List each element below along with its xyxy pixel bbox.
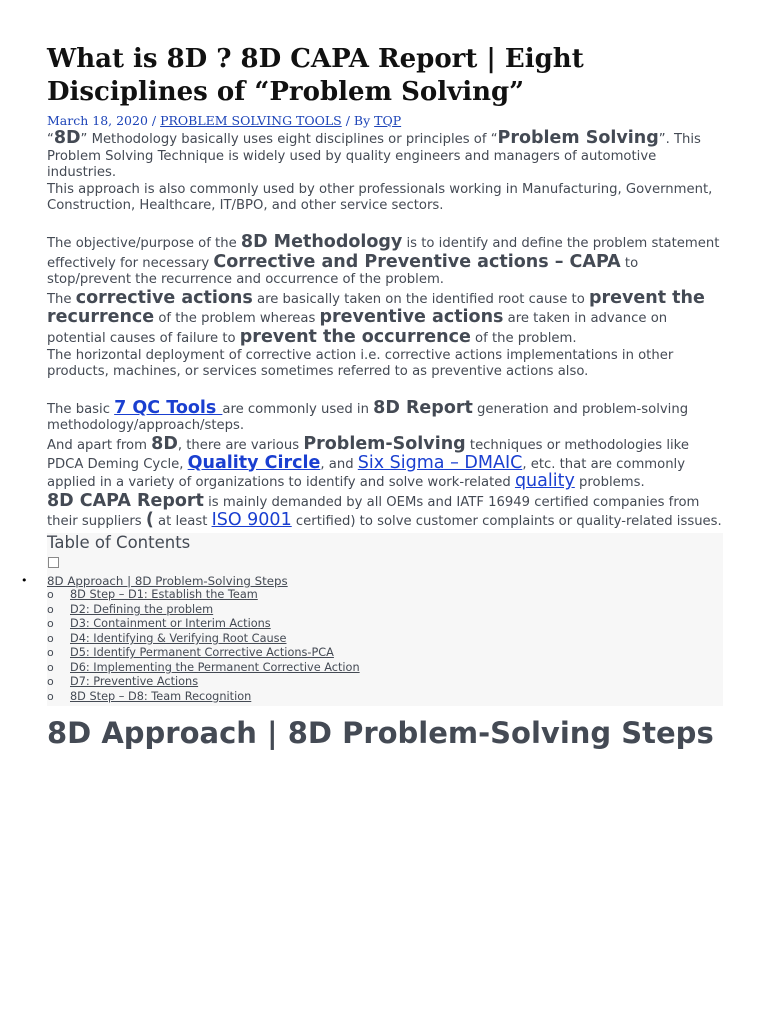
circle-bullet-icon: o bbox=[47, 588, 54, 602]
link-quality[interactable]: quality bbox=[514, 471, 575, 492]
tools-text-10: is mainly demanded by all OEMs and IATF 16949 certified companies from their suppliers bbox=[47, 494, 700, 530]
link-7-qc-tools[interactable]: 7 QC Tools bbox=[114, 397, 223, 418]
section-heading: 8D Approach | 8D Problem-Solving Steps bbox=[47, 716, 714, 751]
tools-text-1: The basic bbox=[47, 401, 115, 417]
meta-separator: / bbox=[147, 113, 161, 128]
toc-link-d4[interactable]: D4: Identifying & Verifying Root Cause bbox=[70, 631, 287, 645]
term-problem-solving: Problem Solving bbox=[497, 128, 659, 148]
toc-item-d4 bbox=[47, 632, 723, 647]
capa-report-paragraph bbox=[47, 492, 723, 531]
term-8d: 8D bbox=[53, 128, 81, 148]
objective-text-1: The objective/purpose of the bbox=[47, 235, 241, 251]
category-link[interactable]: PROBLEM SOLVING TOOLS bbox=[160, 113, 342, 128]
circle-bullet-icon: o bbox=[47, 689, 54, 703]
toc-item-d6 bbox=[47, 661, 723, 676]
intro-paragraph bbox=[47, 129, 723, 182]
term-capa: Corrective and Preventive actions – CAPA bbox=[213, 251, 621, 272]
objective-text-2: is to identify and define the problem statement effectively for necessary bbox=[47, 235, 720, 271]
toc-item-d3 bbox=[47, 617, 723, 632]
horizontal-deployment-paragraph: The horizontal deployment of corrective action i.e. corrective actions implementations in other products, machines, or services sometimes referred to as preventive actions also. bbox=[47, 347, 674, 380]
article-title: What is 8D ? 8D CAPA Report | Eight Disciplines of “Problem Solving” bbox=[47, 44, 584, 107]
toc-link-d6[interactable]: D6: Implementing the Permanent Corrective Action bbox=[70, 660, 360, 674]
post-meta bbox=[47, 113, 723, 129]
corrective-paragraph bbox=[47, 289, 723, 348]
link-six-sigma-dmaic[interactable]: Six Sigma – DMAIC bbox=[357, 452, 523, 473]
author-link[interactable]: TQP bbox=[374, 113, 402, 128]
toc-item-d5 bbox=[47, 646, 723, 661]
toc-item-d7 bbox=[47, 675, 723, 690]
objective-text-3: to stop/prevent the recurrence and occurrence of the problem. bbox=[47, 255, 639, 288]
toc-link-d7[interactable]: D7: Preventive Actions bbox=[70, 675, 199, 689]
tools-text-7: , and bbox=[320, 456, 358, 472]
tools-text-9: problems. bbox=[574, 475, 645, 491]
tools-text-6: techniques or methodologies like PDCA Deming Cycle, bbox=[47, 437, 689, 472]
toc-item-d1 bbox=[47, 588, 723, 603]
corrective-text-2: are basically taken on the identified root cause to bbox=[252, 291, 589, 307]
tools-text-3: generation and problem-solving methodology/approach/steps. bbox=[47, 401, 689, 434]
corrective-text-3: of the problem whereas bbox=[154, 311, 320, 327]
tools-text-8: , etc. that are commonly applied in a variety of organizations to identify and solve work-related bbox=[47, 456, 686, 491]
qc-tools-paragraph bbox=[47, 399, 723, 435]
circle-bullet-icon: o bbox=[47, 602, 54, 616]
toc-link-d3[interactable]: D3: Containment or Interim Actions bbox=[70, 617, 271, 631]
toc-link-d1[interactable]: 8D Step – D1: Establish the Team bbox=[70, 588, 258, 602]
toc-list bbox=[21, 573, 723, 705]
objective-paragraph bbox=[47, 233, 723, 289]
term-8d-report: 8D Report bbox=[373, 397, 473, 418]
toc-item-d8 bbox=[47, 690, 723, 705]
toc-title: Table of Contents bbox=[47, 532, 191, 552]
circle-bullet-icon: o bbox=[47, 646, 54, 660]
toc-link-d2[interactable]: D2: Defining the problem bbox=[70, 602, 214, 616]
toc-link-d8[interactable]: 8D Step – D8: Team Recognition bbox=[70, 689, 252, 703]
toc-link-8d-approach[interactable]: 8D Approach | 8D Problem-Solving Steps bbox=[47, 573, 288, 588]
tools-text-5: , there are various bbox=[177, 437, 304, 453]
intro-text-1: ” Methodology basically uses eight disciplines or principles of “ bbox=[80, 132, 498, 147]
meta-by: / By bbox=[341, 113, 375, 128]
term-prevent-occurrence: prevent the occurrence bbox=[239, 326, 471, 347]
term-corrective-actions: corrective actions bbox=[75, 287, 253, 308]
corrective-text-5: of the problem. bbox=[470, 330, 577, 346]
article bbox=[21, 43, 723, 751]
term-prevent-recurrence: prevent the recurrence bbox=[47, 287, 705, 328]
circle-bullet-icon: o bbox=[47, 617, 54, 631]
intro-text-2: ”. This Problem Solving Technique is widely used by quality engineers and managers of automotive industries. bbox=[47, 132, 701, 181]
term-problem-solving-bold: Problem-Solving bbox=[303, 433, 466, 454]
toc-link-d5[interactable]: D5: Identify Permanent Corrective Actions-PCA bbox=[70, 646, 334, 660]
circle-bullet-icon: o bbox=[47, 675, 54, 689]
quote-open: “ bbox=[47, 132, 54, 147]
post-date: March 18, 2020 bbox=[47, 113, 148, 128]
term-preventive-actions: preventive actions bbox=[319, 307, 504, 328]
methodologies-paragraph bbox=[47, 435, 723, 492]
term-8d-capa-report: 8D CAPA Report bbox=[47, 490, 204, 511]
term-8d-methodology: 8D Methodology bbox=[240, 231, 403, 252]
tools-text-4: And apart from bbox=[47, 437, 152, 453]
table-of-contents bbox=[21, 532, 723, 707]
intro-paragraph-2: This approach is also commonly used by other professionals working in Manufacturing, Government, Construction, Healthcare, IT/BPO, and other service sectors. bbox=[47, 181, 713, 214]
toc-item-d2 bbox=[47, 603, 723, 618]
paren-open: ( bbox=[145, 510, 154, 531]
corrective-text-4: are taken in advance on potential causes of failure to bbox=[47, 311, 668, 346]
toc-item-8d-approach bbox=[21, 573, 723, 589]
toc-toggle-checkbox[interactable] bbox=[48, 557, 59, 568]
link-quality-circle[interactable]: Quality Circle bbox=[187, 452, 321, 473]
tools-text-12: certified) to solve customer complaints or quality-related issues. bbox=[291, 514, 722, 530]
tools-text-2: are commonly used in bbox=[222, 401, 374, 417]
term-8d-inline: 8D bbox=[151, 433, 178, 454]
circle-bullet-icon: o bbox=[47, 660, 54, 674]
link-iso-9001[interactable]: ISO 9001 bbox=[211, 510, 292, 531]
corrective-text-1: The bbox=[47, 291, 76, 307]
bullet-icon: • bbox=[21, 573, 28, 587]
tools-text-11: at least bbox=[153, 514, 212, 530]
circle-bullet-icon: o bbox=[47, 631, 54, 645]
